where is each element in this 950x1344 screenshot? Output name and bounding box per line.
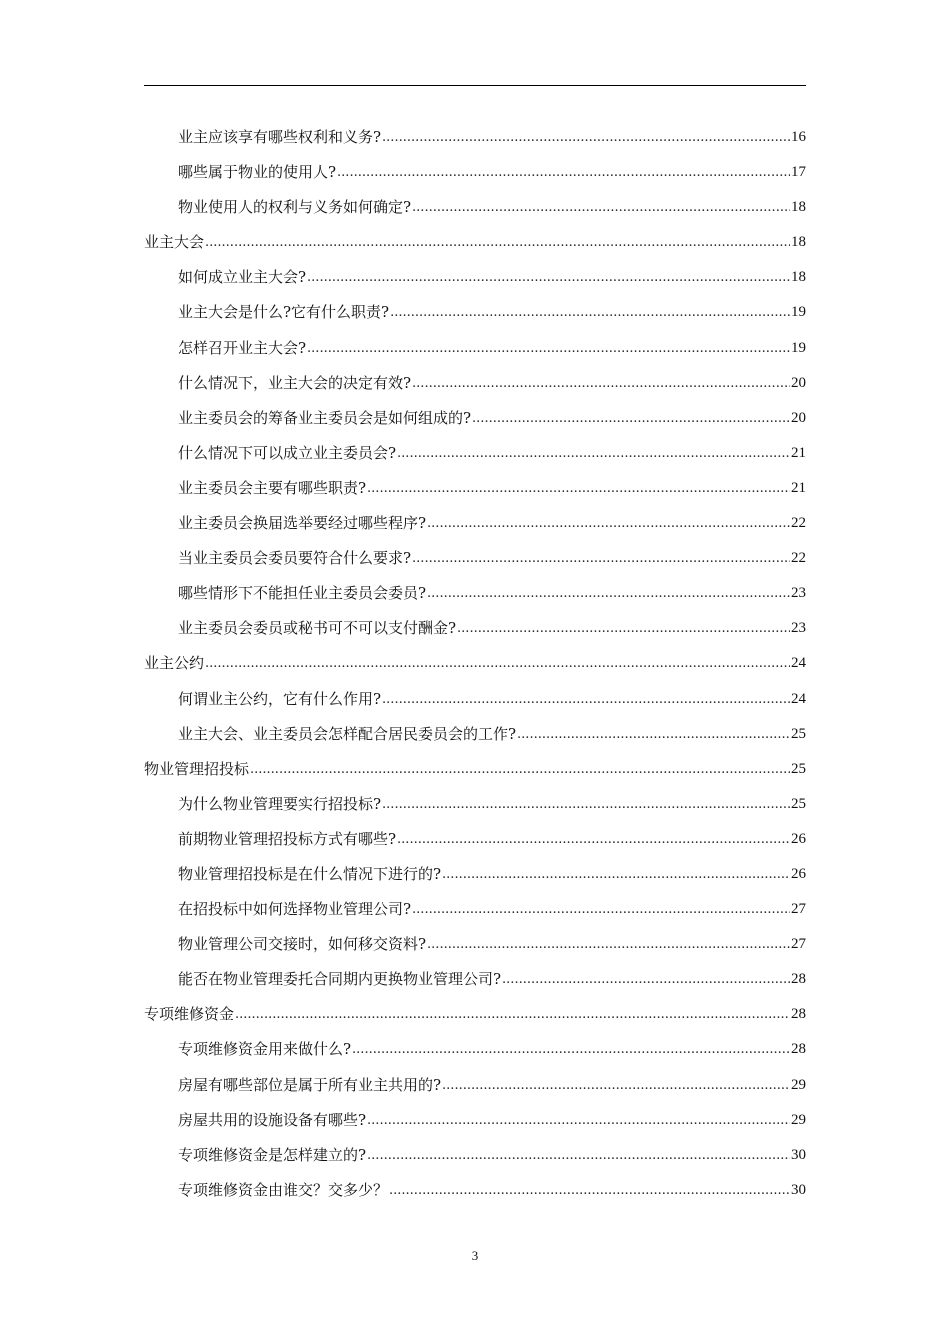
toc-entry-title: 业主大会、业主委员会怎样配合居民委员会的工作? [178,724,517,743]
toc-entry-title: 什么情况下可以成立业主委员会? [178,443,397,462]
toc-dot-leader [367,1138,790,1173]
toc-entry-page-number: 30 [791,1146,806,1163]
toc-subsection-entry[interactable] [144,822,806,857]
toc-entry-title: 业主委员会主要有哪些职责? [178,478,367,497]
toc-entry-page-number: 26 [791,830,806,847]
toc-dot-leader [427,506,790,541]
toc-entry-page-number: 29 [791,1076,806,1093]
toc-dot-leader [382,787,790,822]
toc-subsection-entry[interactable] [144,857,806,892]
toc-entry-page-number: 29 [791,1111,806,1128]
toc-subsection-entry[interactable] [144,611,806,646]
toc-entry-page-number: 26 [791,865,806,882]
toc-subsection-entry[interactable] [144,1173,806,1208]
toc-entry-title: 业主委员会换届选举要经过哪些程序? [178,514,427,533]
toc-subsection-entry[interactable] [144,260,806,295]
toc-entry-page-number: 25 [791,725,806,742]
toc-subsection-entry[interactable] [144,120,806,155]
toc-entry-page-number: 24 [791,655,806,672]
toc-entry-title: 当业主委员会委员要符合什么要求? [178,549,412,568]
toc-entry-page-number: 27 [791,936,806,953]
toc-subsection-entry[interactable] [144,787,806,822]
toc-subsection-entry[interactable] [144,436,806,471]
toc-dot-leader [427,576,790,611]
toc-subsection-entry[interactable] [144,506,806,541]
toc-dot-leader [517,717,790,752]
toc-entry-title: 业主公约 [144,654,205,673]
toc-entry-title: 怎样召开业主大会? [178,338,307,357]
toc-subsection-entry[interactable] [144,366,806,401]
toc-entry-title: 如何成立业主大会? [178,268,307,287]
toc-entry-page-number: 18 [791,269,806,286]
toc-dot-leader [250,752,790,787]
toc-dot-leader [397,822,790,857]
toc-subsection-entry[interactable] [144,892,806,927]
toc-entry-page-number: 28 [791,1041,806,1058]
header-rule [144,85,806,86]
toc-entry-title: 哪些属于物业的使用人? [178,163,337,182]
toc-section-entry[interactable] [144,997,806,1032]
toc-entry-title: 业主大会 [144,233,205,252]
toc-entry-page-number: 22 [791,515,806,532]
toc-subsection-entry[interactable] [144,471,806,506]
toc-dot-leader [412,366,790,401]
toc-entry-page-number: 20 [791,374,806,391]
toc-entry-title: 前期物业管理招投标方式有哪些? [178,829,397,848]
toc-entry-page-number: 25 [791,795,806,812]
toc-subsection-entry[interactable] [144,155,806,190]
toc-entry-title: 专项维修资金 [144,1005,235,1024]
toc-entry-page-number: 21 [791,479,806,496]
toc-entry-title: 业主委员会的筹备业主委员会是如何组成的? [178,408,472,427]
toc-entry-title: 专项维修资金由谁交？交多少？ [178,1180,389,1199]
toc-subsection-entry[interactable] [144,331,806,366]
toc-entry-page-number: 19 [791,304,806,321]
toc-entry-title: 物业使用人的权利与义务如何确定? [178,198,412,217]
toc-entry-title: 物业管理公司交接时，如何移交资料? [178,935,427,954]
toc-entry-page-number: 20 [791,409,806,426]
toc-subsection-entry[interactable] [144,401,806,436]
toc-section-entry[interactable] [144,752,806,787]
toc-dot-leader [457,611,790,646]
toc-entry-title: 房屋有哪些部位是属于所有业主共用的? [178,1075,442,1094]
toc-subsection-entry[interactable] [144,541,806,576]
toc-entry-title: 业主大会是什么?它有什么职责? [178,303,390,322]
toc-subsection-entry[interactable] [144,1032,806,1067]
toc-dot-leader [307,331,790,366]
toc-entry-title: 什么情况下，业主大会的决定有效? [178,373,412,392]
toc-entry-page-number: 30 [791,1181,806,1198]
table-of-contents [144,120,806,1208]
toc-dot-leader [412,190,790,225]
toc-subsection-entry[interactable] [144,1103,806,1138]
toc-dot-leader [442,1068,790,1103]
toc-subsection-entry[interactable] [144,576,806,611]
toc-dot-leader [205,646,790,681]
toc-subsection-entry[interactable] [144,1138,806,1173]
toc-dot-leader [382,682,790,717]
toc-dot-leader [427,927,790,962]
toc-entry-page-number: 18 [791,199,806,216]
toc-entry-page-number: 19 [791,339,806,356]
toc-subsection-entry[interactable] [144,682,806,717]
toc-dot-leader [502,962,790,997]
toc-entry-title: 物业管理招投标 [144,759,250,778]
toc-dot-leader [367,471,790,506]
toc-dot-leader [412,892,790,927]
toc-entry-page-number: 24 [791,690,806,707]
toc-dot-leader [382,120,790,155]
page-number: 3 [471,1248,479,1263]
toc-entry-page-number: 18 [791,234,806,251]
toc-dot-leader [472,401,790,436]
toc-subsection-entry[interactable] [144,717,806,752]
toc-entry-page-number: 21 [791,444,806,461]
toc-subsection-entry[interactable] [144,1068,806,1103]
toc-subsection-entry[interactable] [144,927,806,962]
toc-section-entry[interactable] [144,225,806,260]
toc-subsection-entry[interactable] [144,962,806,997]
toc-entry-page-number: 22 [791,550,806,567]
toc-subsection-entry[interactable] [144,190,806,225]
toc-dot-leader [235,997,790,1032]
toc-section-entry[interactable] [144,646,806,681]
toc-entry-title: 业主委员会委员或秘书可不可以支付酬金? [178,619,457,638]
toc-entry-title: 房屋共用的设施设备有哪些? [178,1110,367,1129]
toc-entry-title: 专项维修资金是怎样建立的? [178,1145,367,1164]
toc-dot-leader [389,1173,790,1208]
toc-entry-title: 业主应该享有哪些权利和义务? [178,128,382,146]
toc-dot-leader [337,155,790,190]
toc-dot-leader [390,295,790,330]
toc-dot-leader [367,1103,790,1138]
toc-dot-leader [397,436,790,471]
toc-dot-leader [442,857,790,892]
toc-entry-title: 能否在物业管理委托合同期内更换物业管理公司? [178,970,502,989]
toc-entry-page-number: 28 [791,1006,806,1023]
toc-entry-page-number: 17 [791,164,806,181]
toc-entry-title: 为什么物业管理要实行招投标? [178,794,382,813]
toc-entry-page-number: 28 [791,971,806,988]
toc-entry-title: 哪些情形下不能担任业主委员会委员? [178,584,427,603]
toc-entry-page-number: 16 [791,129,806,145]
toc-entry-page-number: 27 [791,901,806,918]
toc-dot-leader [412,541,790,576]
toc-entry-title: 专项维修资金用来做什么? [178,1040,352,1059]
toc-entry-title: 物业管理招投标是在什么情况下进行的? [178,864,442,883]
toc-dot-leader [352,1032,790,1067]
toc-dot-leader [205,225,790,260]
toc-entry-title: 何谓业主公约，它有什么作用? [178,689,382,708]
toc-entry-title: 在招投标中如何选择物业管理公司? [178,900,412,919]
toc-entry-page-number: 23 [791,585,806,602]
toc-dot-leader [307,260,790,295]
toc-subsection-entry[interactable] [144,295,806,330]
toc-entry-page-number: 25 [791,760,806,777]
toc-entry-page-number: 23 [791,620,806,637]
